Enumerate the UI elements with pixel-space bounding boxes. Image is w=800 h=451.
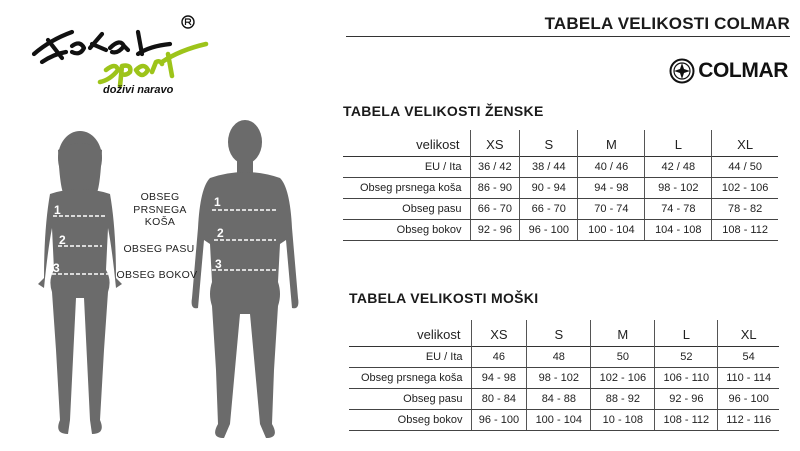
chest-label: OBSEG PRSNEGA KOŠA [133,191,187,228]
women-size-table [343,130,778,241]
table-cell: 94 - 98 [471,367,527,388]
table-cell: 96 - 100 [471,409,527,430]
marker-2: 2 [59,233,66,247]
table-cell: 38 / 44 [520,156,578,177]
colmar-emblem-icon [669,58,695,84]
table-row [343,198,778,219]
store-tagline: doživi naravo [103,84,174,96]
table-cell: 48 [527,346,591,367]
size-header: XL [712,130,778,156]
table-cell: 92 - 96 [470,219,520,240]
registered-mark [182,16,194,28]
table-cell: 106 - 110 [655,367,718,388]
table-row [343,219,778,240]
table-cell: 100 - 104 [578,219,645,240]
row-label: Obseg bokov [349,409,471,430]
table-cell: 112 - 116 [718,409,779,430]
table-row [349,367,779,388]
woman-figure [20,128,140,444]
table-cell: 90 - 94 [520,177,578,198]
table-cell: 108 - 112 [655,409,718,430]
table-cell: 78 - 82 [712,198,778,219]
table-cell: 74 - 78 [645,198,712,219]
table-cell: 102 - 106 [591,367,655,388]
page-title: TABELA VELIKOSTI COLMAR [544,14,790,33]
row-label: Obseg pasu [349,388,471,409]
row-label: Obseg prsnega koša [343,177,470,198]
store-logo [20,10,210,92]
table-cell: 70 - 74 [578,198,645,219]
marker-3: 3 [53,261,60,275]
waist-label: OBSEG PASU [123,243,195,255]
table-row [349,346,779,367]
table-cell: 80 - 84 [471,388,527,409]
colmar-logo [669,58,788,84]
colmar-logo-text: COLMAR [698,59,788,82]
row-label: EU / Ita [349,346,471,367]
size-header: S [527,320,591,346]
marker-1: 1 [54,203,61,217]
men-size-table [349,320,779,431]
table-cell: 94 - 98 [578,177,645,198]
men-table-title: TABELA VELIKOSTI MOŠKI [349,290,539,306]
table-cell: 66 - 70 [470,198,520,219]
table-cell: 86 - 90 [470,177,520,198]
table-cell: 46 [471,346,527,367]
table-row [349,388,779,409]
title-divider [346,36,790,37]
size-header-label: velikost [417,326,461,342]
size-header: XS [470,130,520,156]
table-cell: 52 [655,346,718,367]
table-cell: 42 / 48 [645,156,712,177]
marker-2: 2 [217,226,224,240]
hips-label: OBSEG BOKOV [116,269,198,281]
table-cell: 96 - 100 [718,388,779,409]
size-header: XS [471,320,527,346]
table-cell: 36 / 42 [470,156,520,177]
table-cell: 10 - 108 [591,409,655,430]
table-cell: 96 - 100 [520,219,578,240]
marker-3: 3 [215,257,222,271]
size-header: XL [718,320,779,346]
table-row [343,156,778,177]
table-cell: 40 / 46 [578,156,645,177]
table-cell: 98 - 102 [645,177,712,198]
marker-1: 1 [214,195,221,209]
header-row [349,320,779,346]
table-cell: 88 - 92 [591,388,655,409]
table-cell: 100 - 104 [527,409,591,430]
table-cell: 84 - 88 [527,388,591,409]
table-cell: 98 - 102 [527,367,591,388]
table-cell: 66 - 70 [520,198,578,219]
table-cell: 50 [591,346,655,367]
size-header: M [578,130,645,156]
table-cell: 92 - 96 [655,388,718,409]
table-cell: 110 - 114 [718,367,779,388]
table-cell: 108 - 112 [712,219,778,240]
table-cell: 44 / 50 [712,156,778,177]
row-label: Obseg pasu [343,198,470,219]
man-figure [190,118,300,448]
size-header: L [645,130,712,156]
header-row [343,130,778,156]
table-cell: 54 [718,346,779,367]
table-row [349,409,779,430]
table-cell: 104 - 108 [645,219,712,240]
row-label: Obseg bokov [343,219,470,240]
size-header: L [655,320,718,346]
table-row [343,177,778,198]
size-header: M [591,320,655,346]
size-header-label: velikost [416,136,460,152]
row-label: EU / Ita [343,156,470,177]
table-cell: 102 - 106 [712,177,778,198]
store-logo-wordmark-bokal [34,32,170,62]
women-table-title: TABELA VELIKOSTI ŽENSKE [343,103,544,119]
row-label: Obseg prsnega koša [349,367,471,388]
size-header: S [520,130,578,156]
